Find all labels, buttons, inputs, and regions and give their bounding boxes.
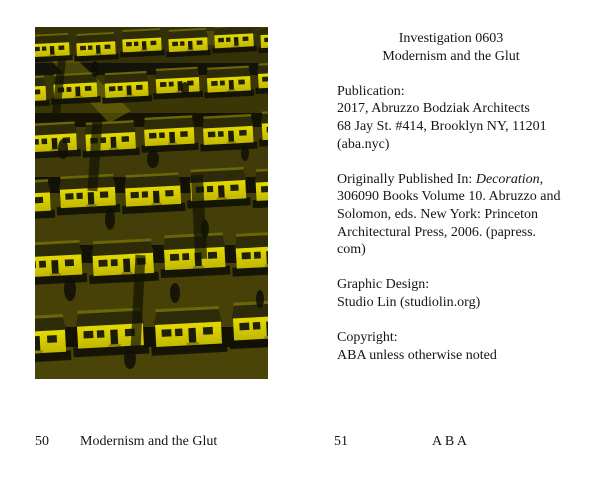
- colophon-column: [337, 30, 565, 364]
- publication-details: [337, 83, 565, 365]
- aerial-houses-photo: [35, 27, 268, 379]
- colophon-paragraph: Originally Published In: Decoration, 306090 Books Volume 10. Abruzzo and Solomon, eds. New York: Princeton Architectural Press, 2006. (papress. com): [337, 171, 561, 258]
- right-page-number: 51: [334, 434, 348, 449]
- colophon-paragraph: Publication: 2017, Abruzzo Bodziak Architects 68 Jay St. #414, Brooklyn NY, 11201 (aba.nyc): [337, 83, 547, 152]
- left-running-title: Modernism and the Glut: [80, 434, 218, 449]
- colophon-paragraph: Copyright: ABA unless otherwise noted: [337, 330, 497, 363]
- right-running-brand: A B A: [432, 434, 468, 449]
- colophon-paragraph: Graphic Design: Studio Lin (studiolin.org): [337, 277, 481, 310]
- investigation-title: Modernism and the Glut: [382, 48, 520, 64]
- investigation-heading: [337, 30, 565, 65]
- left-page-number: 50: [35, 434, 49, 449]
- investigation-number: Investigation 0603: [398, 31, 504, 46]
